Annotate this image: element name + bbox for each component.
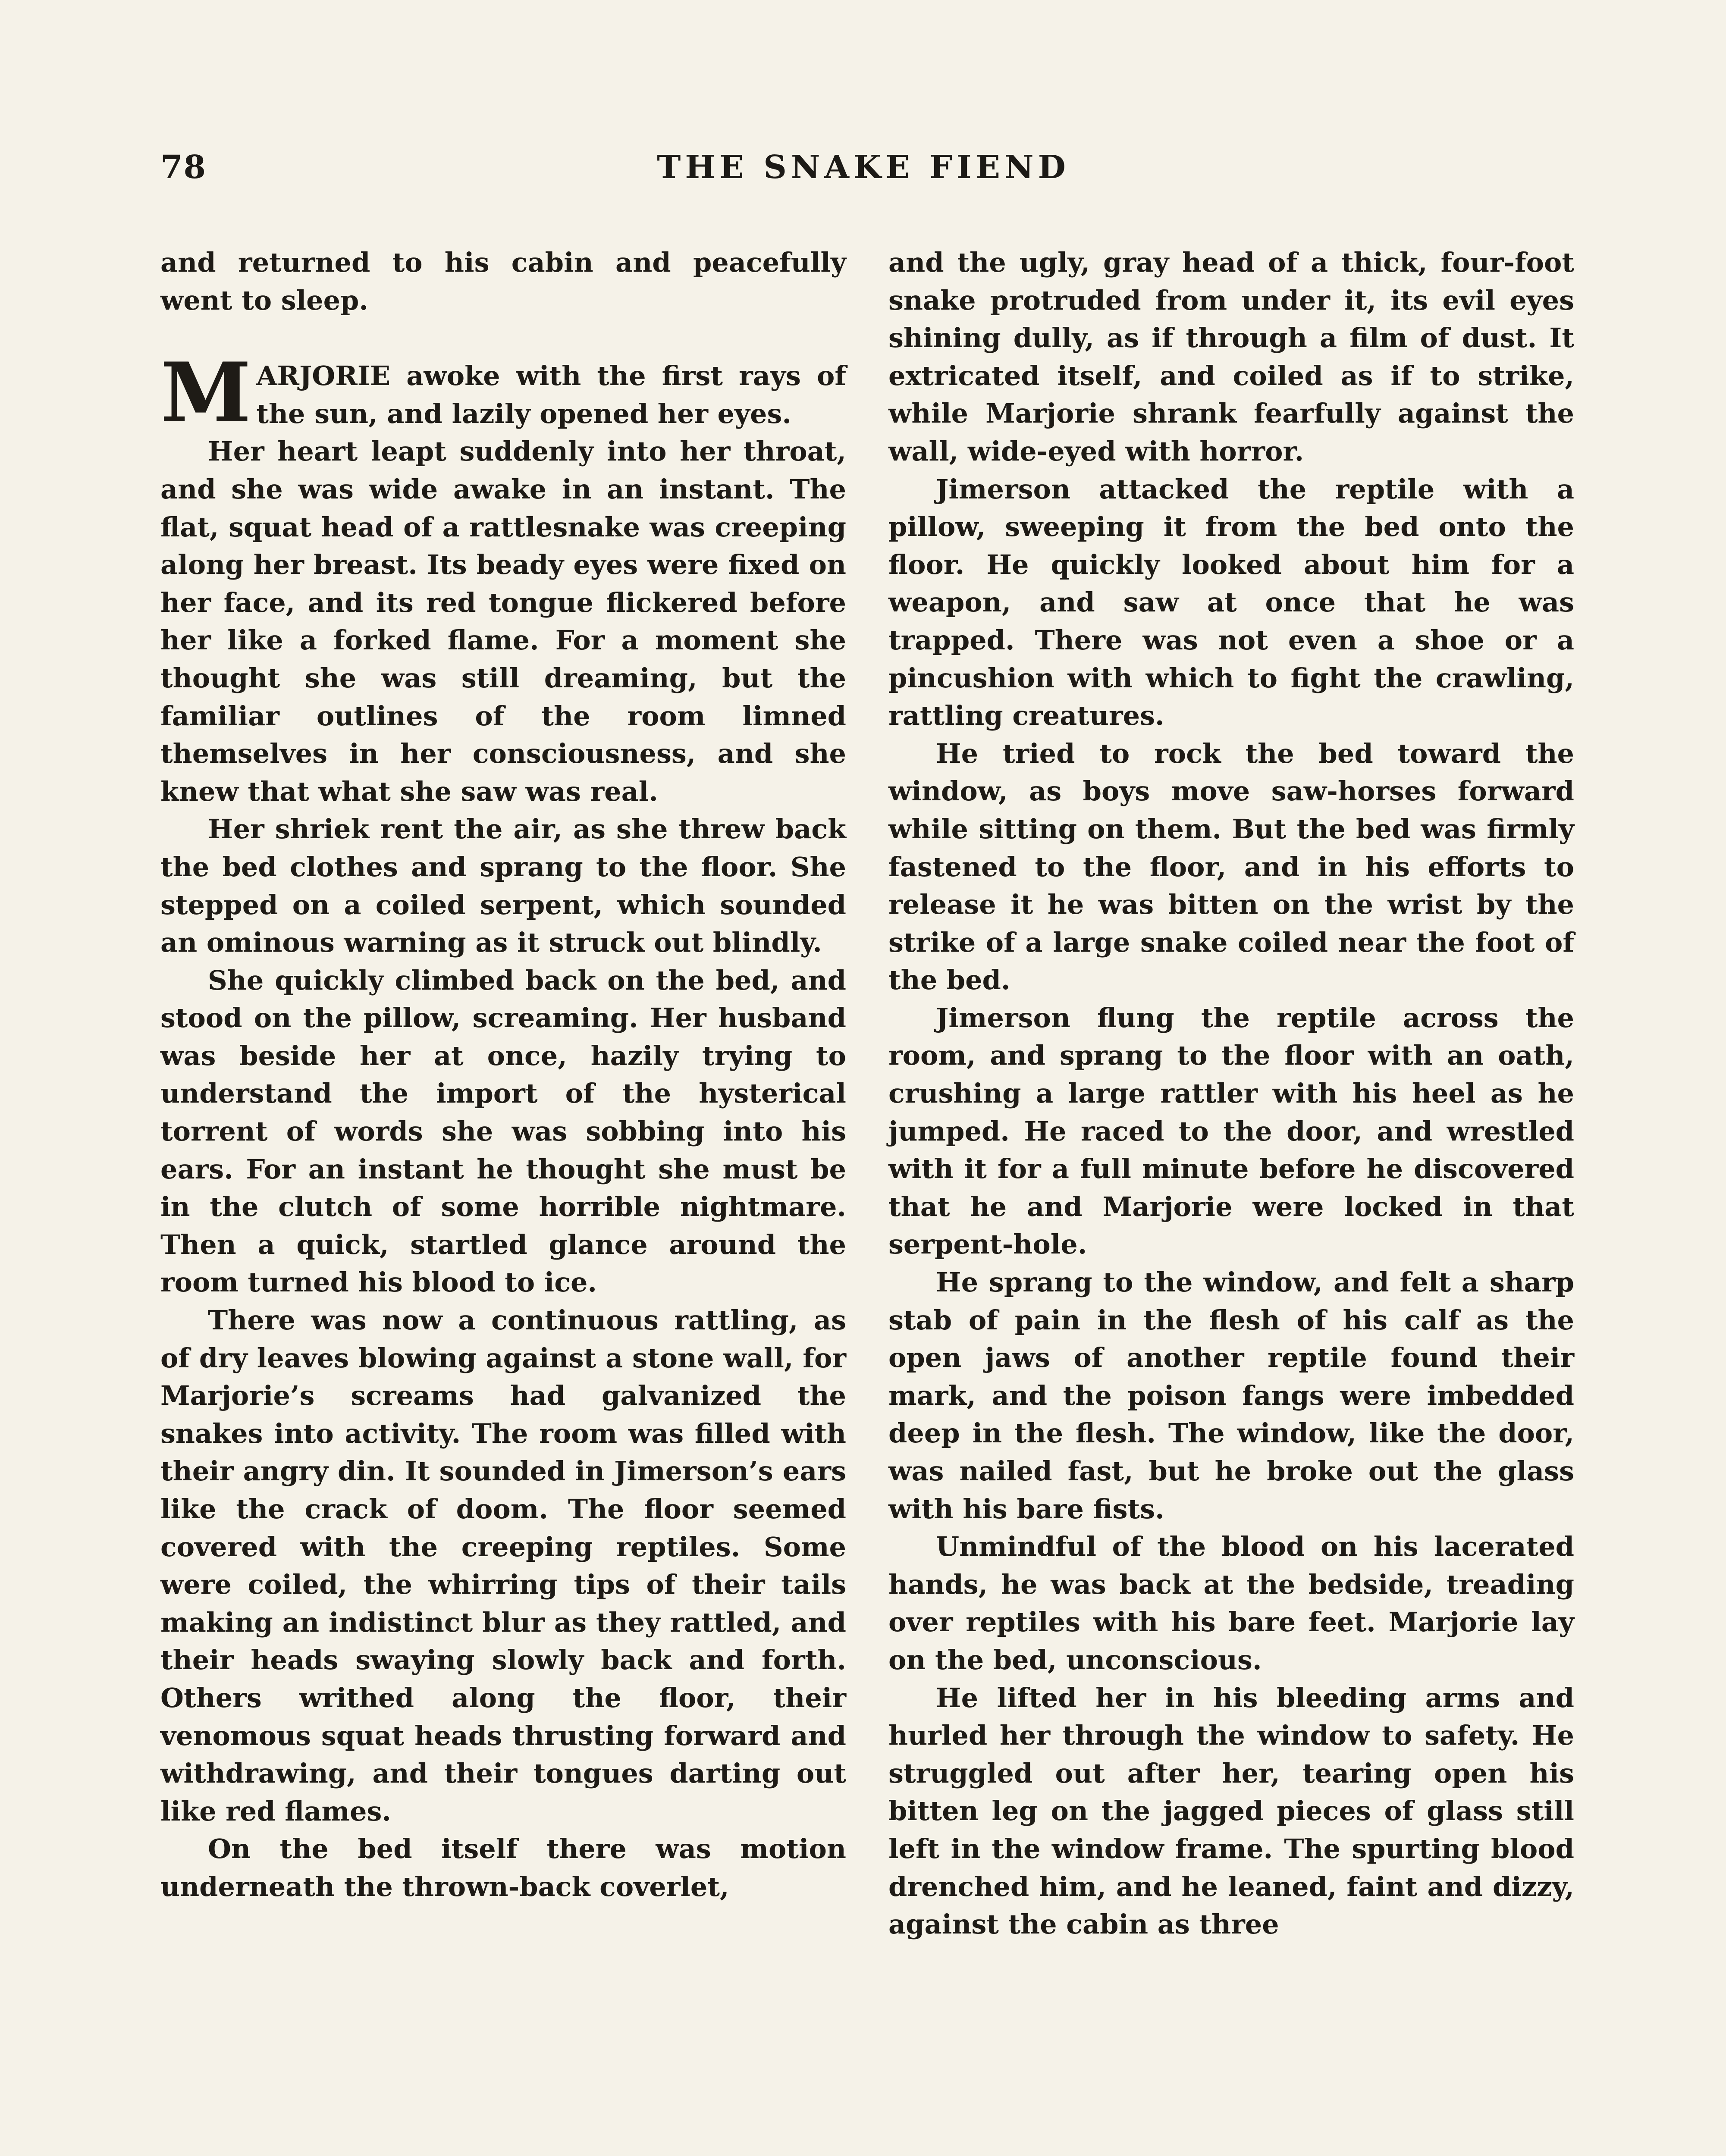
paragraph: Unmindful of the blood on his lacerated hands, he was back at the bedside, treading over reptiles with his bare feet. Marjorie lay on the bed, unconscious. xyxy=(888,1531,1574,1676)
paragraph: She quickly climbed back on the bed, and stood on the pillow, screaming. Her husband was beside her at once, hazily trying to understand the import of the hysterical torrent of words she was sobbing into his ears. For an instant he thought she must be in the clutch of some horrible nightmare. Then a quick, startled glance around the room turned his blood to ice. xyxy=(160,964,846,1298)
paragraph-with-dropcap xyxy=(160,345,846,441)
paragraph: Her shriek rent the air, as she threw back the bed clothes and sprang to the floor. She stepped on a coiled serpent, which sounded an ominous warning as it struck out blindly. xyxy=(160,813,846,959)
paragraph-text: ARJORIE awoke with the first rays of the sun, and lazily opened her eyes. xyxy=(256,360,846,429)
paragraph: He sprang to the window, and felt a sharp stab of pain in the flesh of his calf as the open jaws of another reptile found their mark, and the poison fangs were imbedded deep in the flesh. The window, like the door, was nailed fast, but he broke out the glass with his bare fists. xyxy=(888,1266,1574,1525)
paragraph: and the ugly, gray head of a thick, four-foot snake protruded from under it, its evil eyes shining dully, as if through a film of dust. It extricated itself, and coiled as if to strike, while Marjorie shrank fearfully against the wall, wide-eyed with horror. xyxy=(888,247,1574,467)
paragraph: and returned to his cabin and peacefully went to sleep. xyxy=(160,247,846,316)
text-column-left xyxy=(160,244,846,1906)
page-header xyxy=(160,149,1566,205)
drop-cap: M xyxy=(160,345,251,441)
text-column-right xyxy=(888,244,1574,1943)
page-number: 78 xyxy=(160,149,207,186)
paragraph: On the bed itself there was motion underneath the thrown-back coverlet, xyxy=(160,1833,846,1902)
paragraph: Her heart leapt suddenly into her throat, and she was wide awake in an instant. The flat, squat head of a rattlesnake was creeping along her breast. Its beady eyes were fixed on her face, and its red tongue flickered before her like a forked flame. For a moment she thought she was still dreaming, but the familiar outlines of the room limned themselves in her consciousness, and she knew that what she saw was real. xyxy=(160,436,846,807)
paragraph: Jimerson attacked the reptile with a pillow, sweeping it from the bed onto the floor. He quickly looked about him for a weapon, and saw at once that he was trapped. There was not even a shoe or a pincushion with which to fight the crawling, rattling creatures. xyxy=(888,473,1574,732)
paragraph: Jimerson flung the reptile across the room, and sprang to the floor with an oath, crushing a large rattler with his heel as he jumped. He raced to the door, and wrestled with it for a full minute before he discovered that he and Marjorie were locked in that serpent-hole. xyxy=(888,1002,1574,1260)
running-title: THE SNAKE FIEND xyxy=(657,149,1070,186)
paragraph: There was now a continuous rattling, as of dry leaves blowing against a stone wall, for Marjorie’s screams had galvanized the snakes into activity. The room was filled with their angry din. It sounded in Jimerson’s ears like the crack of doom. The floor seemed covered with the creeping reptiles. Some were coiled, the whirring tips of their tails making an indistinct blur as they rattled, and their heads swaying slowly back and forth. Others writhed along the floor, their venomous squat heads thrusting forward and withdrawing, and their tongues darting out like red flames. xyxy=(160,1304,846,1827)
paragraph: He tried to rock the bed toward the window, as boys move saw-horses forward while sitting on them. But the bed was firmly fastened to the floor, and in his efforts to release it he was bitten on the wrist by the strike of a large snake coiled near the foot of the bed. xyxy=(888,737,1574,996)
paragraph: He lifted her in his bleeding arms and hurled her through the window to safety. He struggled out after her, tearing open his bitten leg on the jagged pieces of glass still left in the window frame. The spurting blood drenched him, and he leaned, faint and dizzy, against the cabin as three xyxy=(888,1682,1574,1940)
